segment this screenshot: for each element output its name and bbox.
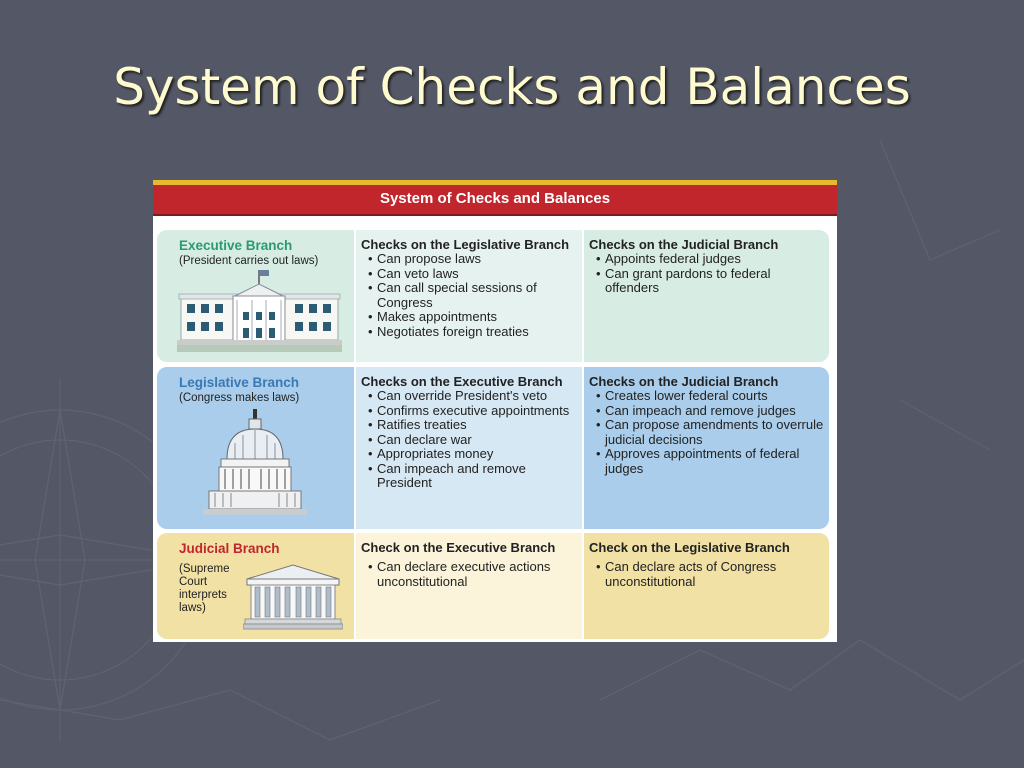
check-item: • Approves appointments of federal judges (589, 447, 825, 476)
legislative-checks-executive-cell (355, 367, 583, 529)
check-item: • Appoints federal judges (589, 252, 825, 267)
executive-checks-legislative-cell (355, 230, 583, 362)
check-item: • Can impeach and remove President (361, 462, 583, 491)
check-title: Check on the Legislative Branch (589, 540, 790, 555)
executive-checks-judicial-cell (583, 230, 829, 362)
check-item: • Can call special sessions of Congress (361, 281, 583, 310)
check-item: • Can declare executive actions unconstitutional (361, 560, 583, 589)
figure-header-rule (153, 214, 837, 216)
column-divider (582, 533, 584, 639)
executive-branch-cell (157, 230, 355, 362)
check-item: • Confirms executive appointments (361, 404, 583, 419)
check-item: • Appropriates money (361, 447, 583, 462)
branch-description: (President carries out laws) (179, 255, 319, 267)
check-item: • Can veto laws (361, 267, 583, 282)
judicial-row (157, 533, 829, 639)
column-divider (354, 230, 356, 362)
judicial-checks-legislative-cell (583, 533, 829, 639)
judicial-checks-executive-cell (355, 533, 583, 639)
white-house-icon (177, 268, 342, 352)
checks-balances-figure (153, 180, 837, 642)
check-item: • Can grant pardons to federal offenders (589, 267, 825, 296)
check-title: Check on the Executive Branch (361, 540, 556, 555)
judicial-branch-cell (157, 533, 355, 639)
column-divider (582, 367, 584, 529)
legislative-branch-cell (157, 367, 355, 529)
capitol-building-icon (203, 407, 307, 523)
legislative-row (157, 367, 829, 529)
check-title: Checks on the Judicial Branch (589, 374, 779, 389)
check-item: • Can propose amendments to overrule judicial decisions (589, 418, 825, 447)
column-divider (354, 533, 356, 639)
legislative-checks-judicial-cell (583, 367, 829, 529)
column-divider (582, 230, 584, 362)
check-item: • Can declare acts of Congress unconstitutional (589, 560, 825, 589)
check-item: • Can propose laws (361, 252, 583, 267)
check-item: • Negotiates foreign treaties (361, 325, 583, 340)
executive-row (157, 230, 829, 362)
check-title: Checks on the Legislative Branch (361, 237, 570, 252)
supreme-court-icon (243, 563, 343, 631)
column-divider (354, 367, 356, 529)
check-title: Checks on the Executive Branch (361, 374, 563, 389)
check-item: • Can override President's veto (361, 389, 583, 404)
check-title: Checks on the Judicial Branch (589, 237, 779, 252)
branch-description: (Supreme Court interprets laws) (179, 563, 230, 614)
check-item: • Ratifies treaties (361, 418, 583, 433)
figure-header: System of Checks and Balances (153, 185, 837, 214)
branch-description: (Congress makes laws) (179, 392, 300, 404)
check-item: • Creates lower federal courts (589, 389, 825, 404)
check-item: • Can declare war (361, 433, 583, 448)
branch-name: Judicial Branch (179, 541, 280, 556)
branch-name: Executive Branch (179, 238, 293, 253)
check-item: • Can impeach and remove judges (589, 404, 825, 419)
check-item: • Makes appointments (361, 310, 583, 325)
slide-title: System of Checks and Balances (113, 58, 911, 116)
branch-name: Legislative Branch (179, 375, 300, 390)
